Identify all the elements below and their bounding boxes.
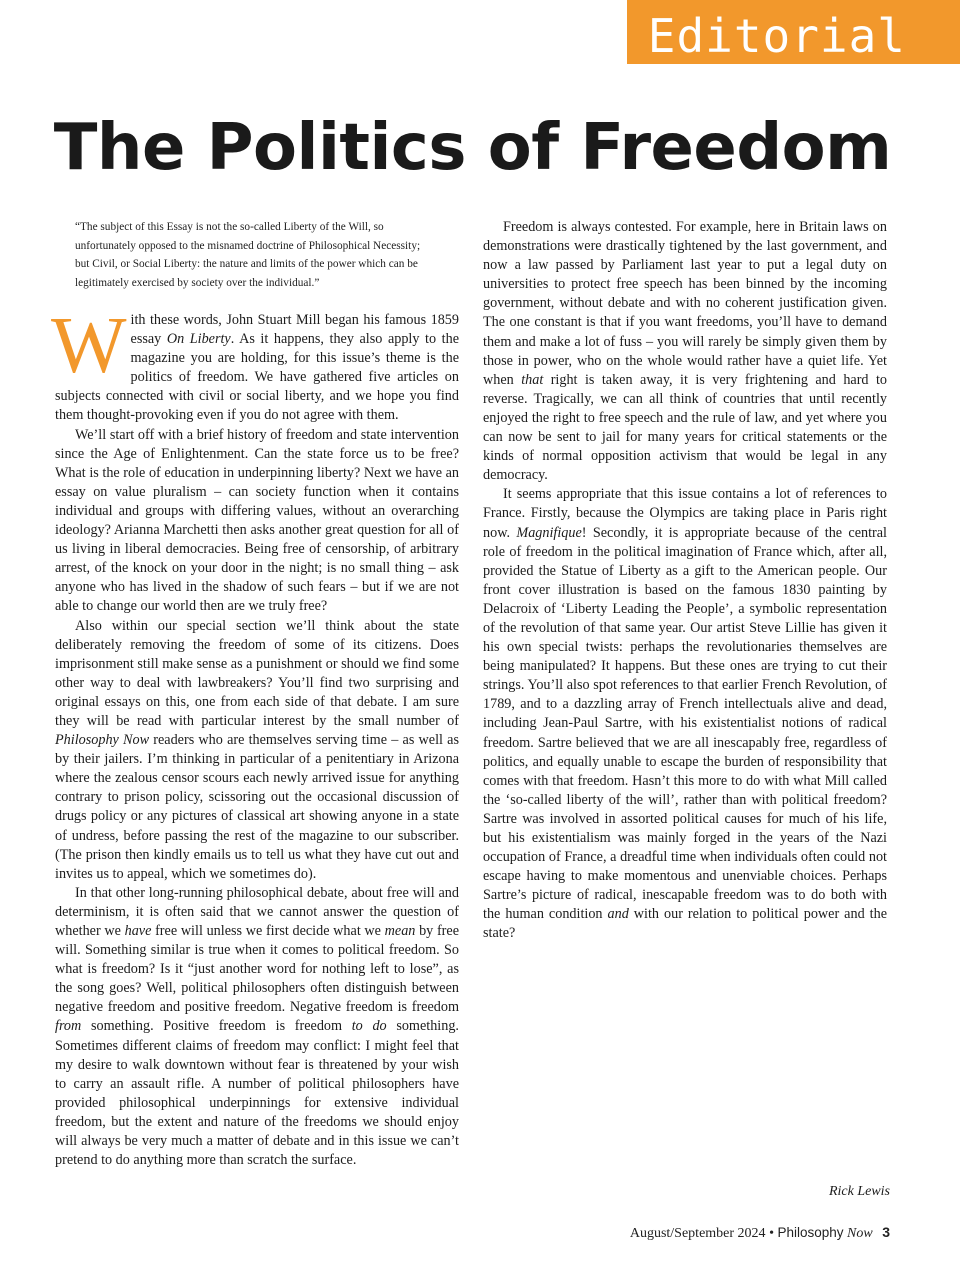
paragraph-intro (51, 302, 459, 426)
paragraph-5: Freedom is always contested. For example, here in Britain laws on demonstrations were drastically tightened by the last government, and now a law passed by Parliament last year to put a legal duty on universities to protect free speech has been binned by the incoming government, without debate and with no coherent justification given. The one constant is that if you want freedoms, you’ll have to demand them and make a lot of fuss – you will rarely be simply given them by those in power, who on the whole would rather have a quiet life. Yet when that right is taken away, it is very frightening and hard to reverse. Tragically, we can all think of countries that until recently enjoyed the right to free speech and the rule of law, and yet where you can now be sent to jail for many years for critical statements or the kinds of normal opposition activism that would be legal in any democracy. (483, 219, 888, 484)
section-tab (627, 0, 960, 64)
page-footer (630, 1224, 890, 1242)
right-column (483, 218, 887, 944)
paragraph-3: Also within our special section we’ll think about the state deliberately removing the freedom of some of its citizens. Does imprisonment still make sense as a punishment or should we find some other way to deal with lawbreakers? You’ll find two surprising and original essays on this, one from each side of that debate. I am sure they will be read with particular interest by the small number of Philosophy Now readers who are themselves serving time – as well as by their jailers. I’m thinking in particular of a penitentiary in Arizona where the zealous censor scours each newly arrived issue for anything contrary to prison policy, scissoring out the occasional discussion of drugs policy or any pictures of classical art showing anyone in a state of undress, before passing the rest of the magazine to our subscriber. (The prison then kindly emails us to tell us what they have cut out and invites us to appeal, which we sometimes do). (55, 617, 459, 882)
page-number: 3 (882, 1224, 890, 1240)
author-signature: Rick Lewis (828, 1184, 890, 1199)
paragraph-6: It seems appropriate that this issue contains a lot of references to France. Firstly, because the Olympics are taking place in Paris right now. Magnifique! Secondly, it is appropriate because of the central role of freedom in the political imagination of France which, after all, provided the Statue of Liberty as a gift to the American people. Our front cover illustration is based on the famous 1830 painting by Delacroix of ‘Liberty Leading the People’, a symbolic representation of the revolution of that same year. Our artist Steve Lillie has given it his own special twists: perhaps the revolutionaries themselves are being manipulated? It happens. But these ones are trying to cut their strings. You’ll also spot references to that earlier French Revolution, of 1789, and to a dazzling array of French intellectuals alive and dead, including Jean-Paul Sartre, with his existentialist notions of radical freedom. Sartre believed that we are all inescapably free, regardless of politics, and equally unable to escape the burden of responsibility that comes with that freedom. Hasn’t this more to do with what Mill called the ‘so-called liberty of the will’, rather than with political freedom? Sartre was involved in assorted political causes for much of his life, but his existentialism was mainly forged in the years of the Nazi occupation of France, a dreadful time when individuals often could not escape having to make momentous and unenviable choices. Perhaps Sartre’s picture of radical, inescapable freedom was to do both with the human condition and with our relation to political power and the state? (483, 486, 887, 942)
paragraph-1-text: ith these words, John Stuart Mill began his famous 1859 essay On Liberty. As it happens, they also apply to the magazine you are holding, for this issue’s theme is the politics of freedom. We have gathered five articles on subjects connected with civil or social liberty, and we hope you find them thought-provoking even if you do not agree with them. (55, 312, 459, 424)
left-column (51, 218, 460, 1170)
paragraph-2: We’ll start off with a brief history of freedom and state intervention since the Age of Enlightenment. Can the state force us to be free? What is the role of education in underpinning liberty? Next we have an essay on value pluralism – can society function when it contains individual and groups with differing values, without an overarching ideology? Arianna Marchetti then asks another great question for all of us living in liberal democracies. Being free of censorship, of arbitrary arrest, of the knock on your door in the night; is no small thing – ask anyone who has lived in the shadow of such fears – but if we are not able to change our world then are we truly free? (55, 426, 459, 615)
drop-cap: W (51, 302, 127, 390)
headline: The Politics of Freedom (53, 111, 892, 185)
issue-date: August/September 2024 (629, 1226, 766, 1241)
bullet-separator: • (769, 1226, 774, 1241)
section-label: Editorial (647, 9, 906, 63)
epigraph-quote: “The subject of this Essay is not the so-called Liberty of the Will, so unfortunately opposed to the misnamed doctrine of Philosophical Necessity; but Civil, or Social Liberty: the nature and limits of the power which can be legitimately exercised by society over the individual.” (75, 221, 421, 289)
magazine-name: Philosophy (777, 1225, 844, 1240)
paragraph-4: In that other long-running philosophical debate, about free will and determinism, it is often said that we cannot answer the question of whether we have free will unless we first decide what we mean by free will. Something similar is true when it comes to political freedom. So what is freedom? Is it “just another word for nothing left to lose”, as the song goes? Well, political philosophers often distinguish between negative freedom and positive freedom. Negative freedom is freedom from something. Positive freedom is freedom to do something. Sometimes different claims of freedom may conflict: I might feel that my desire to walk downtown without fear is threatened by your wish to carry an assault rifle. A number of political philosophers have provided philosophical underpinnings for extensive individual freedom, but the extent and nature of the freedoms we should enjoy will always be very much a matter of debate and in this issue we can’t pretend to do anything more than scratch the surface. (55, 884, 460, 1169)
magazine-name-italic: Now (847, 1226, 873, 1241)
